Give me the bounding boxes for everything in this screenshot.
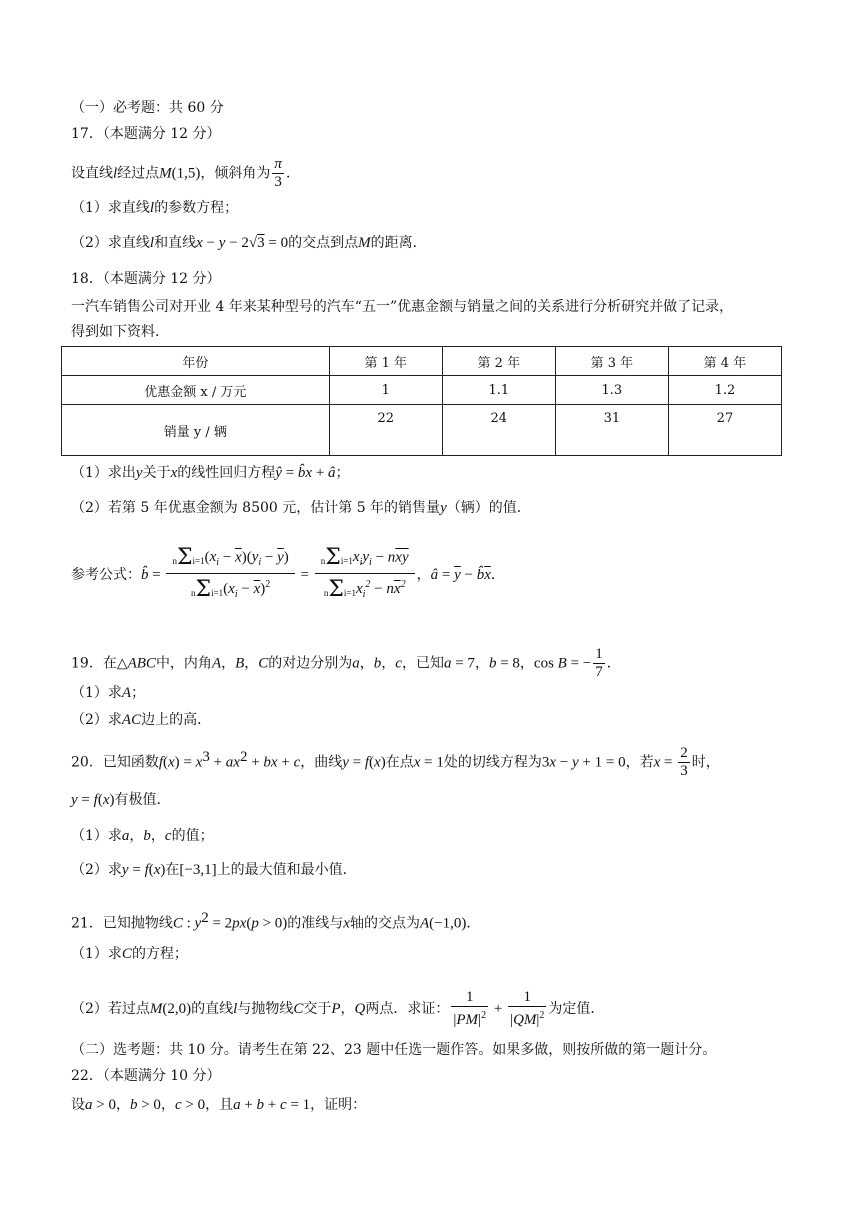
q21-stem: 21．已知抛物线C : $y^2 = 2px(p > 0)$的准线与x轴的交点为A(−1,0)． <box>71 910 481 932</box>
fraction-one-over-pm-squared: $\frac{1}{|PM|^2}$ <box>453 989 487 1028</box>
formula-fraction-1: $\frac{n\Sigma i=1(x_i - \overline{x})(y_i - \overline{y})}{n\Sigma i=1(x_i - \overline{x})^2}$ <box>166 547 294 603</box>
q18-part1: （1）求出y关于x的线性回归方程ŷ = b̂x + â； <box>71 465 350 481</box>
table-cell: 优惠金额 x / 万元 <box>62 376 330 405</box>
fraction-one-seventh: $\frac{1}{7}$ <box>595 646 603 680</box>
q22-title: 22．（本题满分 10 分） <box>71 1068 221 1084</box>
table-cell: 年份 <box>62 347 330 376</box>
table-row-y <box>62 405 782 456</box>
q17-part1: （1）求直线l的参数方程； <box>71 200 239 216</box>
table-cell: 第 3 年 <box>555 347 668 376</box>
q17-part2: （2）求直线l和直线x − y − 2√3 = 0的交点到点M的距离． <box>71 235 427 251</box>
fraction-one-over-qm-squared: $\frac{1}{|QM|^2}$ <box>510 989 545 1028</box>
q18-title: 18．（本题满分 12 分） <box>71 271 221 287</box>
q22-stem: 设a > 0，b > 0，c > 0，且a + b + c = 1，证明： <box>71 1097 367 1113</box>
section-heading-required: （一）必考题：共 60 分 <box>71 100 224 116</box>
table-cell: 销量 y / 辆 <box>62 405 330 456</box>
q20-part2: （2）求y = f(x)在[−3,1]上的最大值和最小值． <box>71 862 357 878</box>
q18-data-table <box>61 346 782 456</box>
q18-part2: （2）若第 5 年优惠金额为 8500 元，估计第 5 年的销售量y（辆）的值． <box>71 500 531 516</box>
table-cell: 22 <box>329 405 442 456</box>
table-cell: 1.3 <box>555 376 668 405</box>
q18-intro-line1: 一汽车销售公司对开业 4 年来某种型号的汽车“五一”优惠金额与销量之间的关系进行分析研究并做了记录， <box>71 299 734 315</box>
table-cell: 24 <box>442 405 555 456</box>
table-cell: 第 2 年 <box>442 347 555 376</box>
q19-part1: （1）求A； <box>71 685 146 701</box>
table-cell: 1.1 <box>442 376 555 405</box>
table-row-x <box>62 376 782 405</box>
q19-stem: 19．在△ABC中，内角A，B，C的对边分别为a，b，c，已知a = 7，b = 8，cos B = − $\frac{1}{7}$ ． <box>71 646 621 680</box>
table-cell: 第 1 年 <box>329 347 442 376</box>
q19-part2: （2）求AC边上的高． <box>71 712 212 728</box>
q17-stem: 设直线l经过点M(1,5)，倾斜角为 $\frac{\pi}{3}$ ． <box>71 156 300 190</box>
table-header-row <box>62 347 782 376</box>
q20-stem-line2: y = f(x)有极值． <box>71 792 171 808</box>
q17-title: 17．（本题满分 12 分） <box>71 126 221 142</box>
q21-part1: （1）求C的方程； <box>71 946 188 962</box>
table-cell: 1 <box>329 376 442 405</box>
table-cell: 1.2 <box>668 376 781 405</box>
section-heading-elective: （二）选考题：共 10 分。请考生在第 22、23 题中任选一题作答。如果多做，则按所做的第一题计分。 <box>71 1042 717 1058</box>
q21-part2: （2）若过点M(2,0)的直线l与抛物线C交于P，Q两点．求证： $\frac{1}{|PM|^2}$ + $\frac{1}{|QM|^2}$ 为定值． <box>71 989 605 1028</box>
table-cell: 31 <box>555 405 668 456</box>
fraction-two-thirds: $\frac{2}{3}$ <box>680 745 688 779</box>
q18-reference-formula: 参考公式：b̂ = $\frac{n\Sigma i=1(x_i - \overline{x})(y_i - \overline{y})}{n\Sigma i=1(x_i - \overline{x})^2}$ = $\frac{n\Sigma i=1x_iy_i - n\overline{x}\overline{y}}{n\Sigma i=1x_i^2 - n\overline{x}^2}$ ，â = $\overline{y}$ − $b̂\overline{x}$． <box>71 544 505 602</box>
q20-stem-line1: 20．已知函数$f(x) = x^3 + ax^2$ + bx + c，曲线y = f(x)在点x = 1处的切线方程为3x − y + 1 = 0，若x = $\frac{2}{3}$ 时， <box>71 745 720 779</box>
table-cell: 27 <box>668 405 781 456</box>
fraction-pi-over-3: $\frac{\pi}{3}$ <box>274 156 282 190</box>
table-cell: 第 4 年 <box>668 347 781 376</box>
formula-fraction-2: $\frac{n\Sigma i=1x_iy_i - n\overline{x}\overline{y}}{n\Sigma i=1x_i^2 - n\overline{x}^2}$ <box>315 547 415 603</box>
q20-part1: （1）求a，b，c的值； <box>71 828 214 844</box>
q18-intro-line2: 得到如下资料． <box>71 324 169 340</box>
